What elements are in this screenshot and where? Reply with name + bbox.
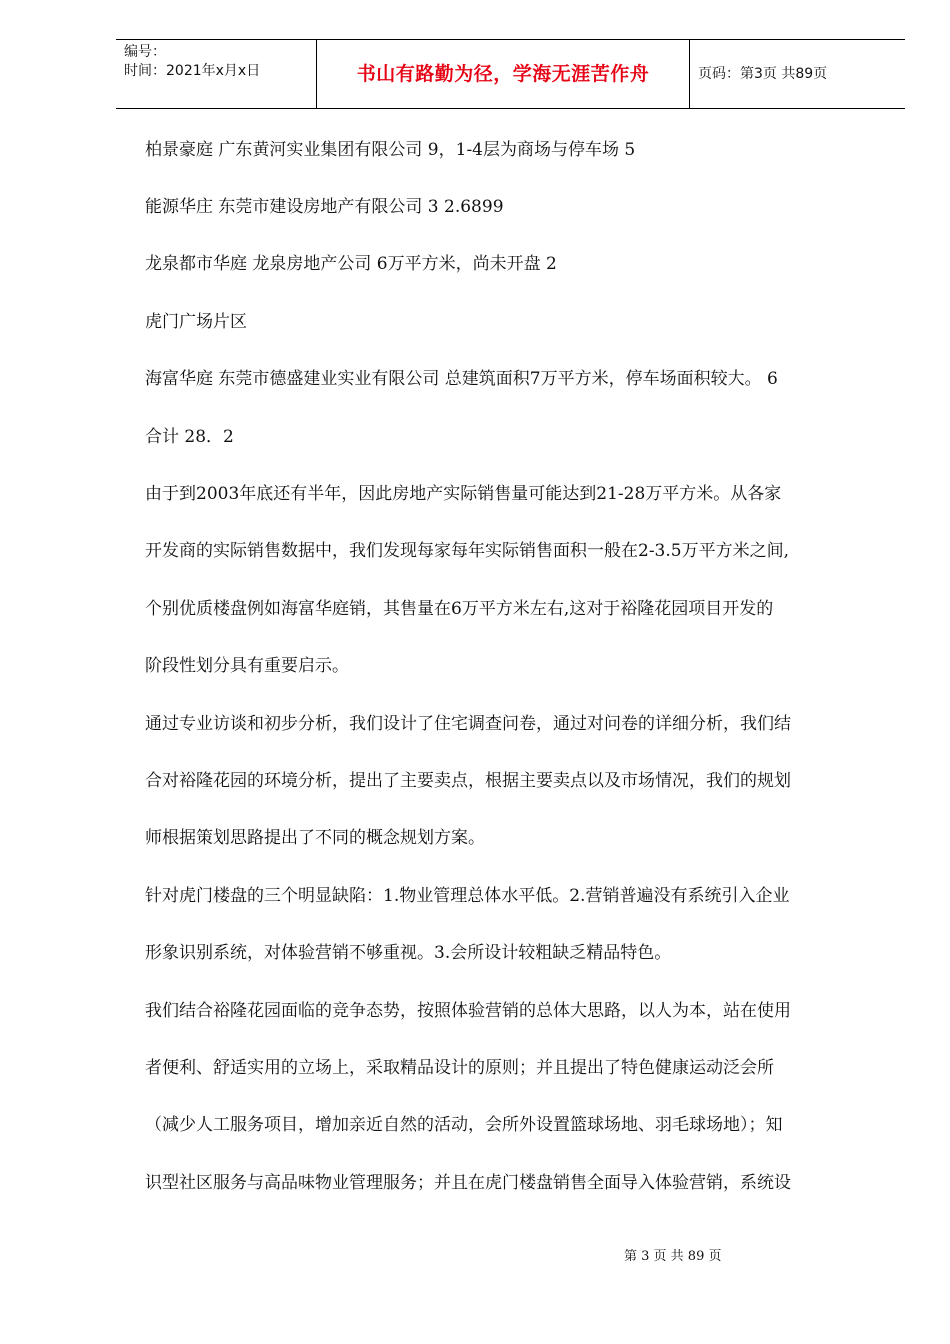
body-line: 个别优质楼盘例如海富华庭销，其售量在6万平方米左右,这对于裕隆花园项目开发的 <box>145 599 774 619</box>
body-line: （减少人工服务项目，增加亲近自然的活动，会所外设置篮球场地、羽毛球场地）；知 <box>145 1115 783 1135</box>
body-line: 形象识别系统，对体验营销不够重视。3.会所设计较粗缺乏精品特色。 <box>145 943 672 963</box>
body-line: 我们结合裕隆花园面临的竞争态势，按照体验营销的总体大思路，以人为本，站在使用 <box>145 1001 791 1021</box>
header-motto: 书山有路勤为径，学海无涯苦作舟 <box>356 63 650 85</box>
body-line: 通过专业访谈和初步分析，我们设计了住宅调查问卷，通过对问卷的详细分析，我们结 <box>145 714 791 734</box>
body-line: 者便利、舒适实用的立场上，采取精品设计的原则；并且提出了特色健康运动泛会所 <box>145 1058 774 1078</box>
document-id-label: 编号： <box>124 44 166 60</box>
body-line: 海富华庭 东莞市德盛建业实业有限公司 总建筑面积7万平方米，停车场面积较大。 6 <box>145 369 778 389</box>
body-line: 开发商的实际销售数据中，我们发现每家每年实际销售面积一般在2-3.5万平方米之间, <box>145 541 789 561</box>
body-line: 阶段性划分具有重要启示。 <box>145 656 349 676</box>
page-header <box>116 39 905 109</box>
body-line: 识型社区服务与高品味物业管理服务；并且在虎门楼盘销售全面导入体验营销，系统设 <box>145 1173 791 1193</box>
body-line: 龙泉都市华庭 龙泉房地产公司 6万平方米，尚未开盘 2 <box>145 254 557 274</box>
body-line: 能源华庄 东莞市建设房地产有限公司 3 2.6899 <box>145 197 504 217</box>
header-page-cell <box>690 40 905 108</box>
body-line: 师根据策划思路提出了不同的概念规划方案。 <box>145 828 485 848</box>
body-line: 针对虎门楼盘的三个明显缺陷：1.物业管理总体水平低。2.营销普遍没有系统引入企业 <box>145 886 790 906</box>
body-line: 合计 28．2 <box>145 427 234 447</box>
body-line: 虎门广场片区 <box>145 312 247 332</box>
body-line: 由于到2003年底还有半年，因此房地产实际销售量可能达到21-28万平方米。从各家 <box>145 484 782 504</box>
page-footer: 第 3 页 共 89 页 <box>624 1249 722 1264</box>
body-line: 柏景豪庭 广东黄河实业集团有限公司 9，1-4层为商场与停车场 5 <box>145 140 636 160</box>
header-meta-cell <box>116 40 316 108</box>
document-time-label: 时间：2021年x月x日 <box>124 63 261 79</box>
header-page-info: 页码：第3页 共89页 <box>698 66 828 82</box>
header-motto-cell <box>316 40 690 108</box>
body-line: 合对裕隆花园的环境分析，提出了主要卖点，根据主要卖点以及市场情况，我们的规划 <box>145 771 791 791</box>
